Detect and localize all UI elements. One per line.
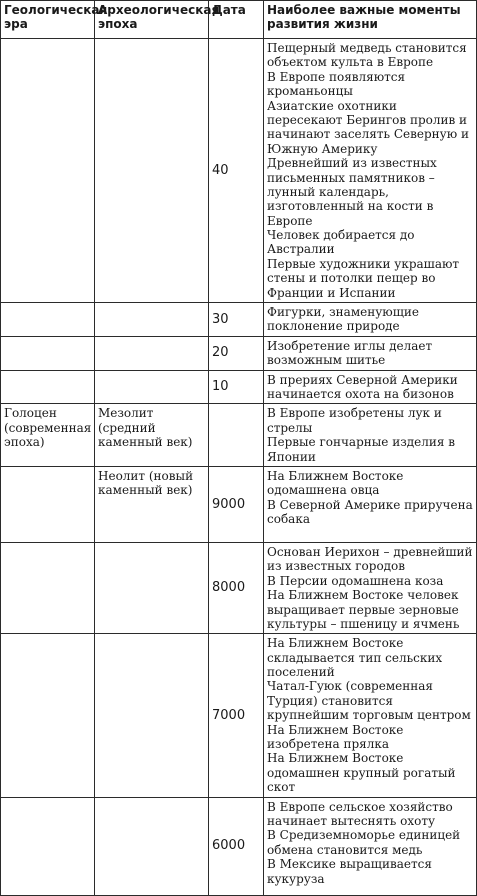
table-row [1,370,477,404]
era-cell [1,39,95,303]
date-cell: 10 [209,370,264,404]
era-cell: Голоцен (современная эпоха) [1,404,95,467]
epoch-cell: Мезолит (средний каменный век) [95,404,209,467]
header-row [1,1,477,39]
events-cell [264,404,477,467]
epoch-cell [95,797,209,895]
events-cell [264,542,477,633]
date-cell: 6000 [209,797,264,895]
events-cell [264,797,477,895]
epoch-cell [95,370,209,404]
event-item: В Персии одомашнена коза [267,573,444,588]
era-cell [1,370,95,404]
table-row [1,634,477,797]
event-item: На Ближнем Востоке изобретена прялка [267,722,404,752]
event-item: В Европе появляются кроманьонцы [267,69,406,99]
epoch-cell: Неолит (новый каменный век) [95,466,209,542]
epoch-cell [95,303,209,337]
epoch-cell [95,39,209,303]
era-cell [1,466,95,542]
table-row [1,542,477,633]
era-cell [1,336,95,370]
table-row [1,466,477,542]
header-geological-era: Геологическая эра [1,1,95,39]
date-cell [209,404,264,467]
epoch-cell [95,542,209,633]
event-item: Человек добирается до Австралии [267,228,415,257]
events-cell [264,634,477,797]
events-cell [264,336,477,370]
event-item: В Мексике выращивается кукуруза [267,857,432,886]
event-item: Фигурки, знаменующие поклонение природе [267,305,420,334]
event-item: На Ближнем Востоке одомашнена овца [267,468,404,498]
table-row [1,336,477,370]
event-item: В Средиземноморье единицей обмена становится медь [267,828,461,857]
event-item: Пещерный медведь становится объектом культа в Европе [267,41,467,70]
date-cell: 40 [209,39,264,303]
event-item: В Северной Америке приручена собака [267,497,473,527]
era-cell [1,542,95,633]
event-item: Изобретение иглы делает возможным шитье [267,338,433,368]
era-cell [1,303,95,337]
event-item: Первые гончарные изделия в Японии [267,435,456,464]
header-key-events: Наиболее важные моменты развития жизни [264,1,477,39]
events-cell [264,39,477,303]
event-item: Чатал-Гуюк (современная Турция) становится крупнейшим торговым центром [267,679,471,723]
table-row [1,39,477,303]
event-item: Основан Иерихон – древнейший из известных городов [267,544,473,574]
event-item: На Ближнем Востоке одомашнен крупный рогатый скот [267,751,456,795]
table-row [1,404,477,467]
date-cell: 8000 [209,542,264,633]
event-item: В Европе изобретены лук и стрелы [267,406,442,435]
event-item: Первые художники украшают стены и потолки пещер во Франции и Испании [267,256,460,300]
event-item: На Ближнем Востоке человек выращивает первые зерновые культуры – пшеницу и ячмень [267,588,460,631]
header-archaeological-epoch: Археологическая эпоха [95,1,209,39]
date-cell: 7000 [209,634,264,797]
events-cell [264,370,477,404]
era-cell [1,634,95,797]
date-cell: 30 [209,303,264,337]
event-item: В Европе сельское хозяйство начинает вытеснять охоту [267,799,453,828]
table-row [1,797,477,895]
event-item: На Ближнем Востоке складывается тип сельских поселений [267,636,443,680]
date-cell: 9000 [209,466,264,542]
event-item: Древнейший из известных письменных памятников – лунный календарь, изготовленный на кости в Европе [267,156,437,228]
date-cell: 20 [209,336,264,370]
table-row [1,303,477,337]
events-cell [264,466,477,542]
epoch-cell [95,336,209,370]
events-cell [264,303,477,337]
header-date: Дата [209,1,264,39]
event-item: В прериях Северной Америки начинается охота на бизонов [267,372,458,401]
epoch-cell [95,634,209,797]
event-item: Азиатские охотники пересекают Берингов пролив и начинают заселять Северную и Южную Америку [267,98,469,156]
era-cell [1,797,95,895]
